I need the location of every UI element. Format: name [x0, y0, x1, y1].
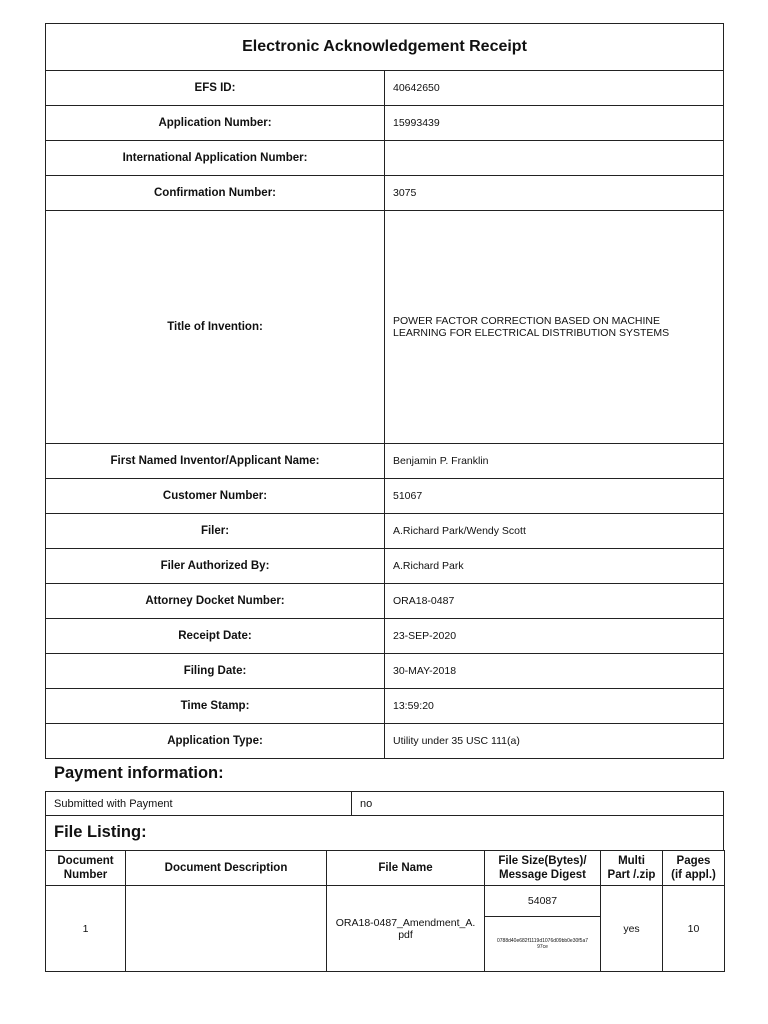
file-listing-heading: File Listing: [54, 823, 147, 841]
attorney-docket-number-label: Attorney Docket Number: [46, 584, 385, 619]
payment-label: Submitted with Payment [46, 792, 352, 816]
message-digest-cell: 0788d40e682f1119d1076d09bb0e30f5a7 97ce [485, 917, 601, 972]
file-name-cell: ORA18-0487_Amendment_A. pdf [327, 886, 485, 972]
payment-heading: Payment information: [54, 764, 224, 782]
confirmation-number-value: 3075 [385, 176, 724, 211]
col-document-description: Document Description [126, 851, 327, 886]
payment-value: no [352, 792, 724, 816]
international-application-number-label: International Application Number: [46, 141, 385, 176]
application-type-label: Application Type: [46, 724, 385, 759]
title-of-invention-value: POWER FACTOR CORRECTION BASED ON MACHINE LEARNING FOR ELECTRICAL DISTRIBUTION SYSTEMS [385, 211, 724, 444]
filing-date-label: Filing Date: [46, 654, 385, 689]
time-stamp-label: Time Stamp: [46, 689, 385, 724]
col-document-number: Document Number [46, 851, 126, 886]
col-file-name: File Name [327, 851, 485, 886]
filer-value: A.Richard Park/Wendy Scott [385, 514, 724, 549]
application-type-value: Utility under 35 USC 111(a) [385, 724, 724, 759]
payment-table [45, 791, 724, 816]
receipt-table [45, 23, 724, 759]
international-application-number-value [385, 141, 724, 176]
application-number-label: Application Number: [46, 106, 385, 141]
col-multi-part: Multi Part /.zip [601, 851, 663, 886]
title-of-invention-label: Title of Invention: [46, 211, 385, 444]
multi-part-cell: yes [601, 886, 663, 972]
customer-number-value: 51067 [385, 479, 724, 514]
file-listing-box [45, 815, 724, 851]
document-description-cell [126, 886, 327, 972]
receipt-title: Electronic Acknowledgement Receipt [46, 24, 724, 71]
time-stamp-value: 13:59:20 [385, 689, 724, 724]
attorney-docket-number-value: ORA18-0487 [385, 584, 724, 619]
first-named-inventor-value: Benjamin P. Franklin [385, 444, 724, 479]
document-number-cell: 1 [46, 886, 126, 972]
filer-authorized-by-label: Filer Authorized By: [46, 549, 385, 584]
filer-authorized-by-value: A.Richard Park [385, 549, 724, 584]
customer-number-label: Customer Number: [46, 479, 385, 514]
file-size-cell: 54087 [485, 886, 601, 917]
receipt-date-value: 23-SEP-2020 [385, 619, 724, 654]
file-listing-table [45, 850, 725, 972]
efs-id-value: 40642650 [385, 71, 724, 106]
confirmation-number-label: Confirmation Number: [46, 176, 385, 211]
col-file-size-digest: File Size(Bytes)/ Message Digest [485, 851, 601, 886]
table-row [46, 886, 725, 917]
efs-id-label: EFS ID: [46, 71, 385, 106]
application-number-value: 15993439 [385, 106, 724, 141]
pages-cell: 10 [663, 886, 725, 972]
first-named-inventor-label: First Named Inventor/Applicant Name: [46, 444, 385, 479]
filer-label: Filer: [46, 514, 385, 549]
filing-date-value: 30-MAY-2018 [385, 654, 724, 689]
col-pages: Pages (if appl.) [663, 851, 725, 886]
receipt-date-label: Receipt Date: [46, 619, 385, 654]
